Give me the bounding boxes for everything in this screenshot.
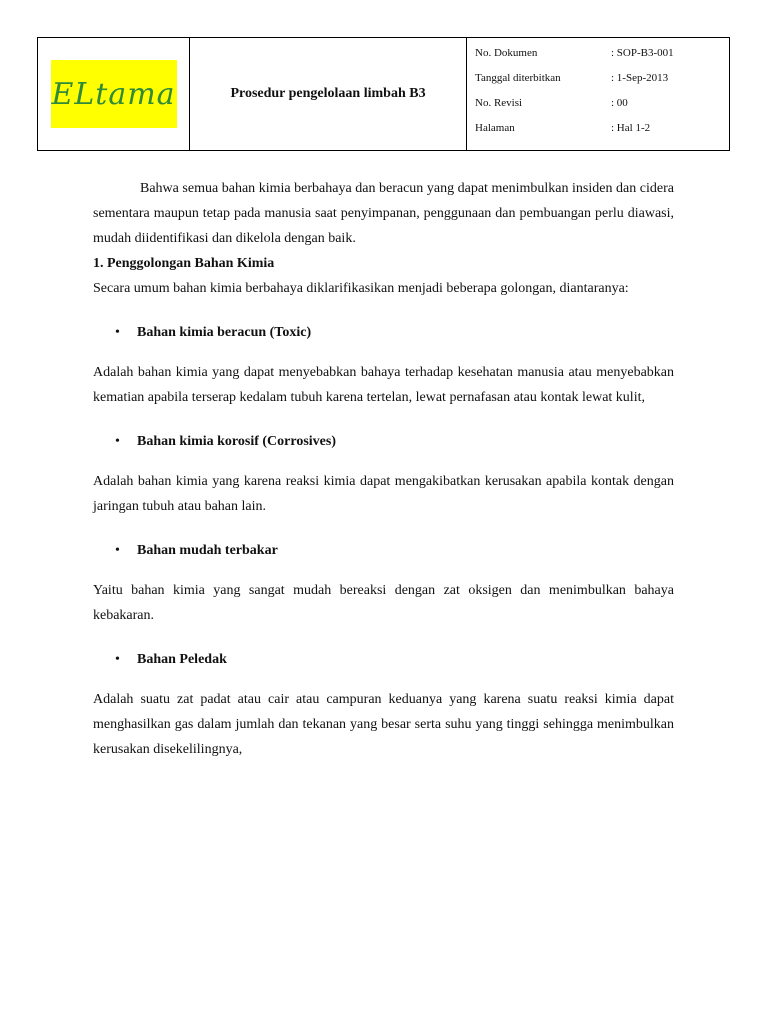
bullet-title: Bahan kimia beracun (Toxic) — [137, 325, 312, 340]
bullet-title: Bahan mudah terbakar — [137, 543, 278, 558]
bullet-title: Bahan Peledak — [137, 652, 227, 667]
bullet-description: Yaitu bahan kimia yang sangat mudah bereaksi dengan zat oksigen dan menimbulkan bahaya kebakaran. — [93, 583, 674, 623]
meta-row-doc-number — [475, 40, 729, 65]
meta-row-issue-date — [475, 65, 729, 90]
bullet-icon: • — [115, 325, 120, 340]
company-logo — [51, 60, 177, 128]
bullet-icon: • — [115, 652, 120, 667]
meta-label: No. Dokumen — [475, 46, 538, 59]
bullet-item-corrosive — [93, 429, 674, 454]
logo-cell — [38, 38, 190, 150]
bullet-title: Bahan kimia korosif (Corrosives) — [137, 434, 336, 449]
meta-row-revision — [475, 90, 729, 115]
section-intro: Secara umum bahan kimia berbahaya diklarifikasikan menjadi beberapa golongan, diantaranya: — [93, 281, 629, 296]
bullet-item-explosive — [93, 647, 674, 672]
document-meta — [467, 38, 729, 150]
document-body — [93, 176, 674, 762]
bullet-icon: • — [115, 543, 120, 558]
document-title-cell — [190, 38, 467, 150]
section-heading: 1. Penggolongan Bahan Kimia — [93, 256, 275, 271]
meta-label: No. Revisi — [475, 96, 523, 109]
meta-label: Tanggal diterbitkan — [475, 71, 561, 84]
document-title: Prosedur pengelolaan limbah B3 — [230, 86, 426, 101]
bullet-item-flammable — [93, 538, 674, 563]
meta-value: : 1-Sep-2013 — [611, 71, 669, 84]
logo-text: ELtama — [51, 76, 176, 112]
meta-value: : 00 — [611, 96, 628, 109]
bullet-description: Adalah bahan kimia yang karena reaksi kimia dapat mengakibatkan kerusakan apabila kontak dengan jaringan tubuh atau bahan lain. — [93, 474, 674, 514]
meta-value: : SOP-B3-001 — [611, 46, 674, 59]
meta-value: : Hal 1-2 — [611, 121, 651, 134]
bullet-description: Adalah suatu zat padat atau cair atau campuran keduanya yang karena suatu reaksi kimia dapat menghasilkan gas dalam jumlah dan tekanan yang besar serta suhu yang tinggi sehingga menimbulkan kerusakan disekelilingnya, — [93, 692, 674, 757]
meta-row-page — [475, 115, 729, 140]
bullet-item-toxic — [93, 320, 674, 345]
intro-paragraph: Bahwa semua bahan kimia berbahaya dan beracun yang dapat menimbulkan insiden dan cidera sementara maupun tetap pada manusia saat penyimpanan, penggunaan dan pembuangan perlu diawasi, mudah diidentifikasi dan dikelola dengan baik. — [93, 181, 674, 246]
bullet-description: Adalah bahan kimia yang dapat menyebabkan bahaya terhadap kesehatan manusia atau menyebabkan kematian apabila terserap kedalam tubuh karena tertelan, lewat pernafasan atau kontak lewat kulit, — [93, 365, 674, 405]
bullet-icon: • — [115, 434, 120, 449]
meta-label: Halaman — [475, 121, 515, 134]
document-header — [37, 37, 730, 151]
